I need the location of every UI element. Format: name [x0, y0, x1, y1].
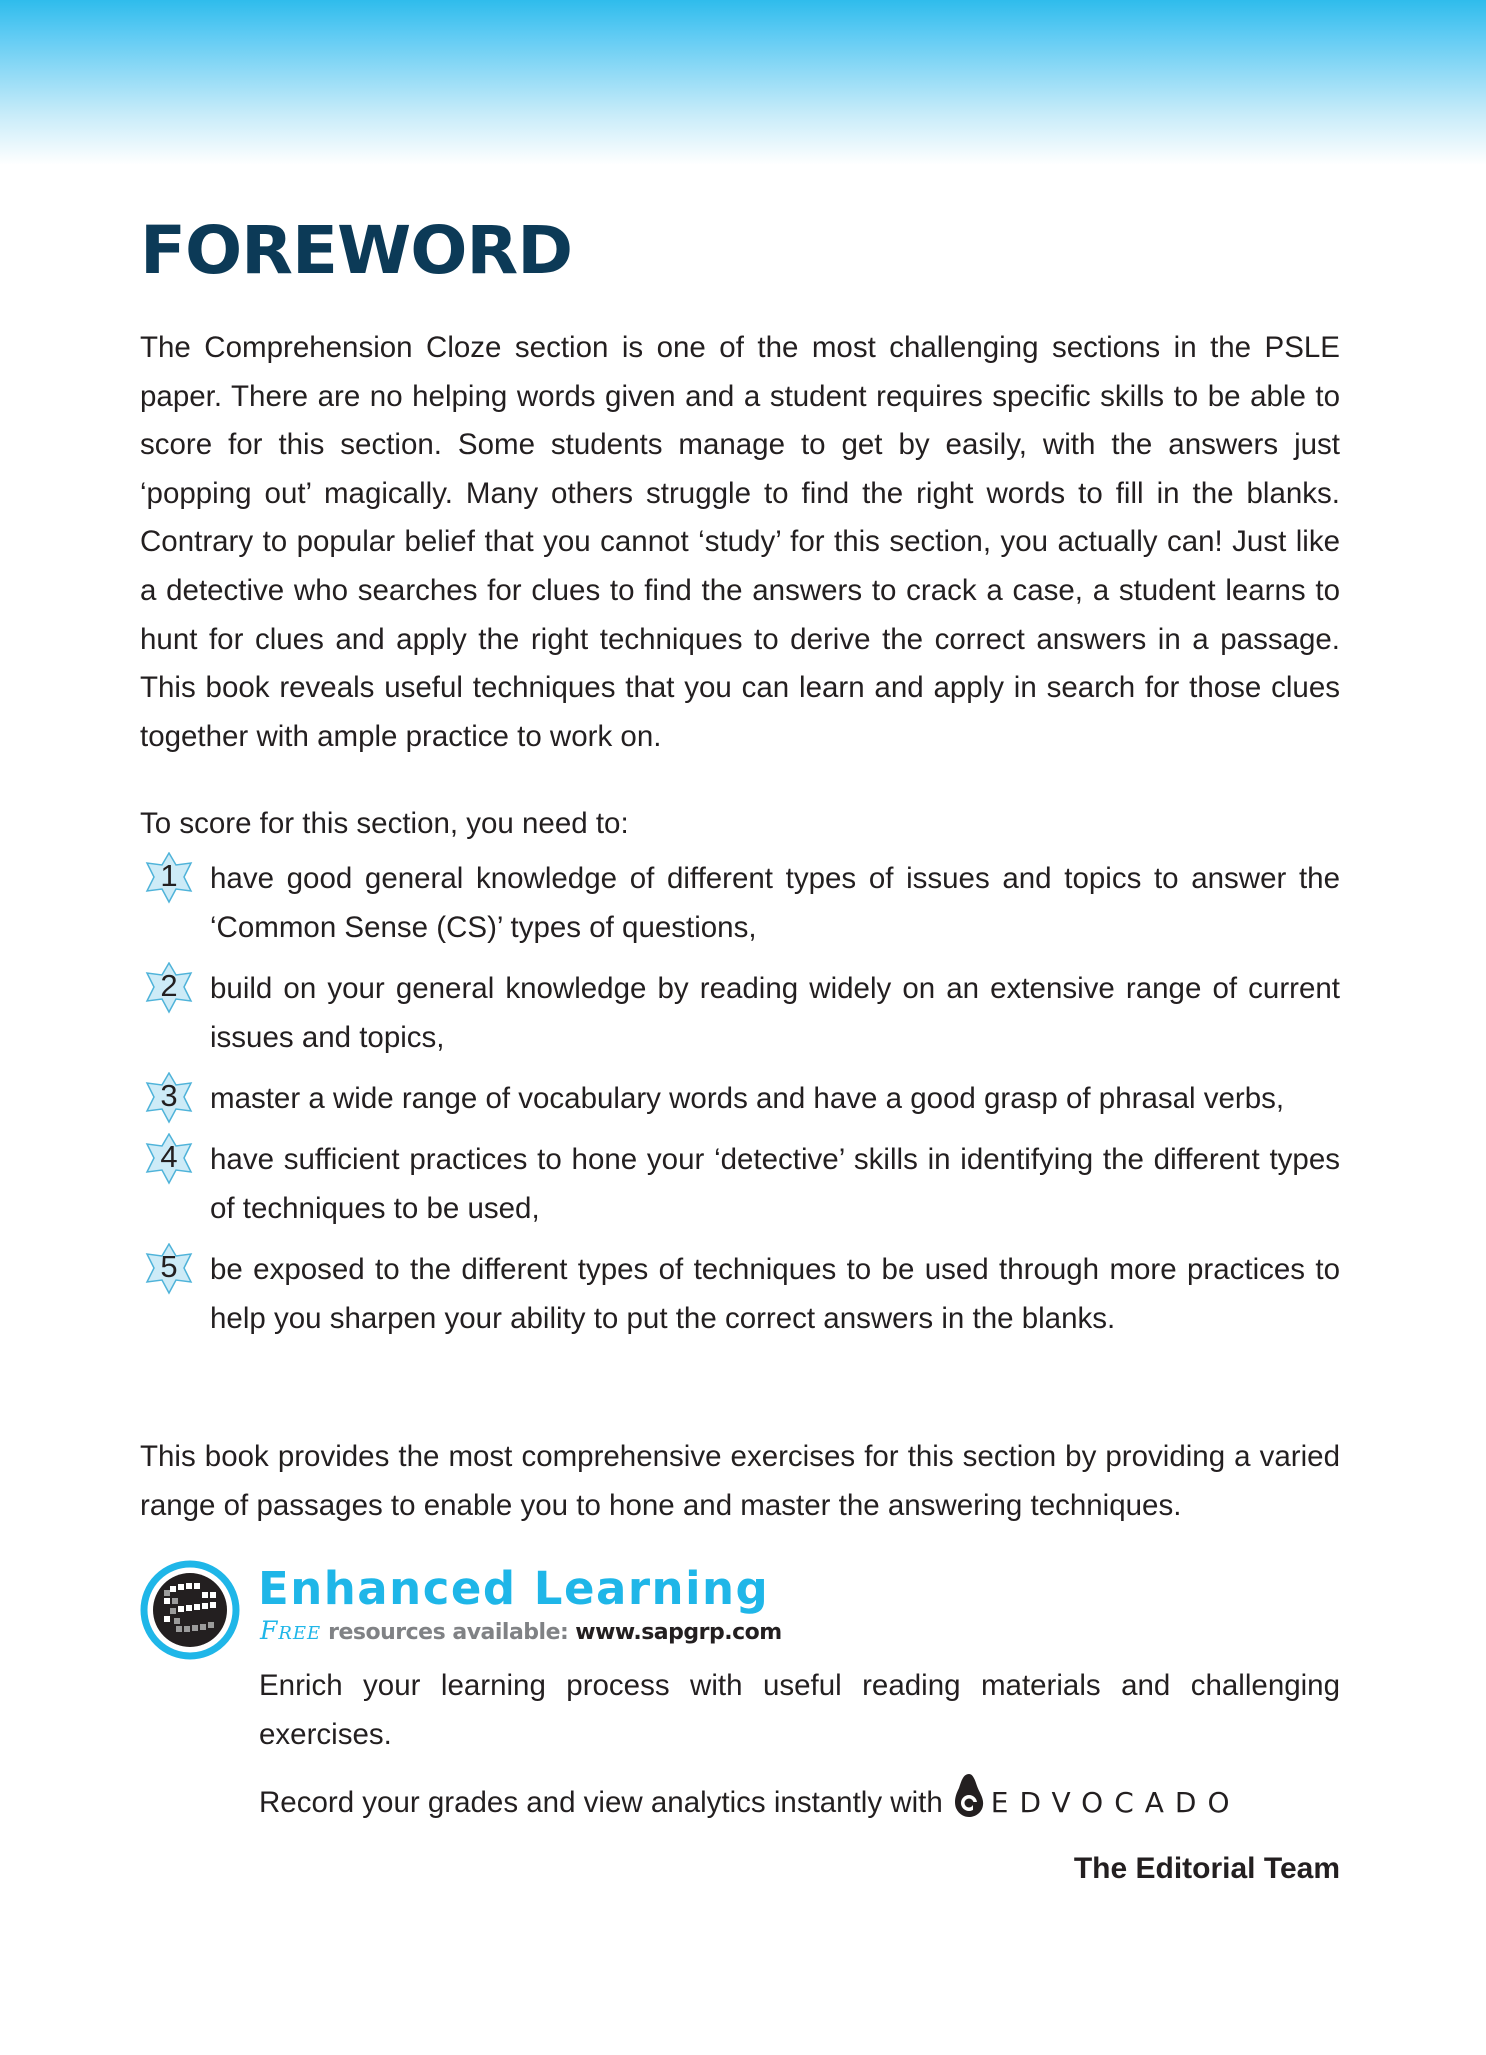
star-number-icon: 3 — [140, 1072, 198, 1124]
resources-label: resources available: — [328, 1620, 569, 1645]
enhanced-learning-banner — [140, 1560, 1340, 1660]
enhanced-learning-title: Enhanced Learning — [258, 1562, 770, 1615]
enrich-text: Enrich your learning process with useful reading materials and challenging exercises. — [259, 1669, 1340, 1751]
list-item-text: have good general knowledge of different types of issues and topics to answer the ‘Common Sense (CS)’ types of questions, — [210, 862, 1340, 944]
list-item — [140, 1074, 1340, 1123]
header-gradient-band — [0, 0, 1486, 165]
record-line — [259, 1772, 1241, 1833]
list-item-text: build on your general knowledge by reading widely on an extensive range of current issues and topics, — [210, 972, 1340, 1054]
edvocado-brand — [953, 1772, 1241, 1833]
list-item-text: have sufficient practices to hone your ‘detective’ skills in identifying the different types of techniques to be used, — [210, 1143, 1340, 1225]
list-item-text: be exposed to the different types of techniques to be used through more practices to help you sharpen your ability to put the correct answers in the blanks. — [210, 1253, 1340, 1335]
free-label: Free — [260, 1616, 322, 1645]
closing-paragraph: This book provides the most comprehensive exercises for this section by providing a varied range of passages to enable you to hone and master the answering techniques. — [140, 1440, 1340, 1522]
intro-paragraph: The Comprehension Cloze section is one of the most challenging sections in the PSLE paper. There are no helping words given and a student requires specific skills to be able to score for this section. Some students manage to get by easily, with the answers just ‘popping out’ magically. Many others struggle to find the right words to fill in the blanks. Contrary to popular belief that you cannot ‘study’ for this section, you actually can! Just like a detective who searches for clues to find the answers to crack a case, a student learns to hunt for clues and apply the right techniques to derive the correct answers in a passage. This book reveals useful techniques that you can learn and apply in search for those clues together with ample practice to work on. — [140, 331, 1340, 753]
requirements-list — [140, 854, 1340, 1355]
signoff: The Editorial Team — [1073, 1852, 1340, 1885]
star-number-icon: 1 — [140, 852, 198, 904]
page-title: FOREWORD — [140, 212, 573, 289]
list-item — [140, 1135, 1340, 1233]
record-text: Record your grades and view analytics instantly with — [259, 1785, 943, 1819]
edvocado-logo-icon — [953, 1772, 985, 1833]
free-resources-line — [260, 1616, 782, 1646]
resources-url-link[interactable]: www.sapgrp.com — [575, 1620, 782, 1645]
star-number-icon: 5 — [140, 1243, 198, 1295]
list-item — [140, 964, 1340, 1062]
star-number-icon: 2 — [140, 962, 198, 1014]
enhanced-learning-logo-icon — [140, 1560, 240, 1660]
edvocado-wordmark: EDVOCADO — [990, 1785, 1241, 1819]
list-item — [140, 1245, 1340, 1343]
star-number-icon: 4 — [140, 1133, 198, 1185]
list-lead: To score for this section, you need to: — [140, 807, 629, 840]
list-item — [140, 854, 1340, 952]
list-item-text: master a wide range of vocabulary words and have a good grasp of phrasal verbs, — [210, 1082, 1285, 1115]
